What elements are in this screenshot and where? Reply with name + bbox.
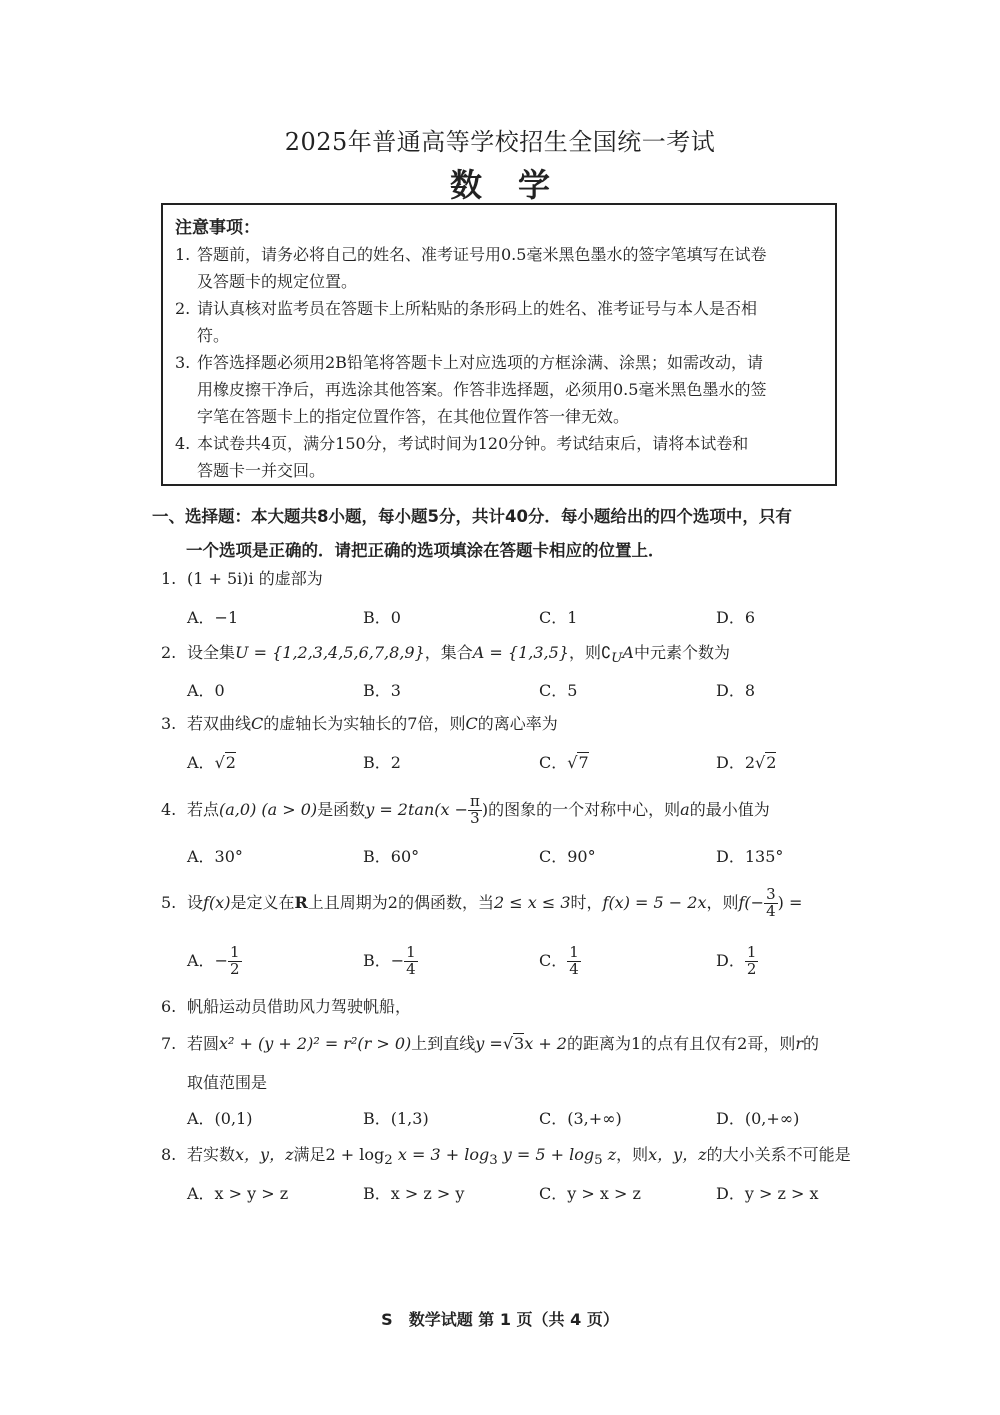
q2-option-c: C．5 <box>539 681 578 700</box>
notice-item-number: 4. <box>175 434 191 453</box>
question-math: x + 2 <box>524 1034 567 1053</box>
fraction-denominator: 2 <box>229 959 240 978</box>
option-value: 7 <box>578 753 589 772</box>
exam-subject: 数学 <box>449 166 586 204</box>
question-math: x，y，z <box>648 1145 707 1164</box>
question-math: 3 <box>514 1034 525 1053</box>
question-math: C <box>465 714 478 733</box>
section-line-1: 一、选择题：本大题共8小题，每小题5分，共计40分．每小题给出的四个选项中，只有 <box>152 507 792 526</box>
question-text: 的最小值为 <box>689 799 770 819</box>
q4-option-b: B．60° <box>363 847 420 866</box>
option-label: D． <box>716 950 745 970</box>
question-math: y = <box>475 1034 503 1053</box>
question-number: 1. <box>161 569 177 588</box>
option-label: A． <box>187 950 215 970</box>
notice-line: 本试卷共4页，满分150分，考试时间为120分钟。考试结束后，请将本试卷和 <box>197 434 749 453</box>
q4-option-d: D．135° <box>716 847 784 866</box>
option-coefficient: 2 <box>744 753 756 772</box>
notice-item-4 <box>175 430 823 484</box>
option-label: C． <box>539 950 568 970</box>
notice-item-number: 2. <box>175 299 191 318</box>
sqrt-icon: √ <box>502 1034 514 1053</box>
question-math: r <box>795 1034 804 1053</box>
question-math: C <box>251 714 264 733</box>
question-math: ) <box>481 799 489 819</box>
q3-option-b: B．2 <box>363 753 401 772</box>
question-5 <box>161 887 861 920</box>
question-text: 的虚部为 <box>253 569 323 588</box>
option-sign: − <box>390 950 405 970</box>
notice-line: 及答题卡的规定位置。 <box>197 272 358 291</box>
q8-option-d: D．y > z > x <box>716 1184 819 1203</box>
question-text: ，集合 <box>424 643 473 662</box>
notice-item-number: 1. <box>175 245 191 264</box>
question-math: a <box>680 799 690 819</box>
notice-line: 字笔在答题卡上的指定位置作答，在其他位置作答一律无效。 <box>197 407 630 426</box>
q3-option-a <box>187 751 236 775</box>
fraction-denominator: 4 <box>406 959 416 978</box>
log-base: 2 <box>384 1153 393 1169</box>
sqrt-icon: √ <box>755 753 766 772</box>
question-4 <box>161 794 861 827</box>
fraction <box>764 887 778 920</box>
question-text: 的 <box>803 1034 820 1053</box>
option-value: 2 <box>766 753 777 772</box>
q2-option-b: B．3 <box>363 681 401 700</box>
q2-option-d: D．8 <box>716 681 756 700</box>
question-number: 5. <box>161 892 177 912</box>
notice-line: 符。 <box>197 326 230 345</box>
log-base: 5 <box>594 1153 603 1169</box>
question-number: 2. <box>161 643 177 662</box>
question-text: 中元素个数为 <box>633 643 730 662</box>
q8-option-b: B．x > z > y <box>363 1184 465 1203</box>
q8-option-c: C．y > x > z <box>539 1184 641 1203</box>
question-text: 是函数 <box>317 799 366 819</box>
question-math: ) = <box>777 892 803 912</box>
fraction-denominator: 4 <box>569 959 579 978</box>
question-number: 3. <box>161 714 177 733</box>
question-text: 的虚轴长为实轴长的7倍，则 <box>263 714 466 733</box>
question-math: A <box>622 643 634 662</box>
question-text: 是定义在 <box>230 892 295 912</box>
question-number: 6. <box>161 997 177 1016</box>
question-math: y = 5 + log <box>497 1145 595 1164</box>
q1-option-c: C．1 <box>539 608 578 627</box>
fraction-denominator: 3 <box>470 808 480 827</box>
option-value: 2 <box>225 753 236 772</box>
question-text: 若点 <box>187 799 220 819</box>
fraction-numerator: 1 <box>229 943 240 961</box>
notice-item-2 <box>175 295 823 349</box>
q7-option-c: C．(3,+∞) <box>539 1109 622 1128</box>
q4-option-a: A．30° <box>187 847 243 866</box>
question-text: ，则 <box>568 643 601 662</box>
question-text: 上且周期为2的偶函数，当 <box>307 892 494 912</box>
notice-line: 答题前，请务必将自己的姓名、准考证号用0.5毫米黑色墨水的签字笔填写在试卷 <box>197 245 767 264</box>
question-text: 时， <box>570 892 603 912</box>
q5-option-b <box>363 945 418 978</box>
question-math: 2 + log <box>325 1145 385 1164</box>
question-math: R <box>294 892 308 912</box>
question-text: 的离心率为 <box>477 714 558 733</box>
section-line-2: 一个选项是正确的．请把正确的选项填涂在答题卡相应的位置上． <box>186 541 665 560</box>
question-1 <box>161 567 861 591</box>
q7-option-d: D．(0,+∞) <box>716 1109 800 1128</box>
notice-item-3 <box>175 349 823 430</box>
q1-option-b: B．0 <box>363 608 401 627</box>
q3-option-c <box>539 751 589 775</box>
fraction-denominator: 4 <box>766 901 776 920</box>
question-8 <box>161 1143 861 1173</box>
question-math: x，y，z <box>235 1145 294 1164</box>
question-math: f(− <box>738 892 765 912</box>
q2-option-a: A．0 <box>187 681 225 700</box>
question-math: 2 ≤ x ≤ 3 <box>493 892 571 912</box>
sqrt-icon: √ <box>214 753 225 772</box>
q7-option-b: B．(1,3) <box>363 1109 429 1128</box>
q1-option-d: D．6 <box>716 608 756 627</box>
exam-title: 2025年普通高等学校招生全国统一考试 <box>284 128 716 156</box>
question-math: U <box>611 651 623 667</box>
notice-title: 注意事项： <box>175 218 260 238</box>
q5-option-d <box>716 945 758 978</box>
question-text: 上到直线 <box>411 1034 476 1053</box>
notice-line: 用橡皮擦干净后，再选涂其他答案。作答非选择题，必须用0.5毫米黑色墨水的签 <box>197 380 767 399</box>
notice-item-number: 3. <box>175 353 191 372</box>
question-math: f(x) <box>203 892 231 912</box>
question-math: x = 3 + log <box>392 1145 490 1164</box>
sqrt-icon: √ <box>567 753 578 772</box>
fraction <box>228 945 242 978</box>
q8-option-a: A．x > y > z <box>187 1184 289 1203</box>
question-3 <box>161 712 861 736</box>
notice-line: 答题卡一并交回。 <box>197 461 326 480</box>
notice-line: 请认真核对监考员在答题卡上所粘贴的条形码上的姓名、准考证号与本人是否相 <box>197 299 758 318</box>
question-math: (1 + 5i)i <box>187 569 254 588</box>
complement-symbol: ∁ <box>600 643 612 662</box>
question-math: z <box>602 1145 617 1164</box>
q5-option-a <box>187 945 242 978</box>
option-sign: − <box>214 950 228 970</box>
question-2 <box>161 641 861 671</box>
fraction <box>745 945 759 978</box>
fraction-numerator: 1 <box>406 943 416 961</box>
log-base: 3 <box>489 1153 498 1169</box>
question-math: y = 2tan(x − <box>365 799 469 819</box>
question-text: 的大小关系不可能是 <box>706 1145 851 1164</box>
fraction <box>404 945 418 978</box>
notice-line: 作答选择题必须用2B铅笔将答题卡上对应选项的方框涂满、涂黑；如需改动，请 <box>197 353 763 372</box>
question-text: 帆船运动员借助风力驾驶帆船， <box>187 997 412 1016</box>
option-label: B． <box>363 950 391 970</box>
question-math: (a,0) (a > 0) <box>219 799 318 819</box>
fraction <box>567 945 581 978</box>
option-label: D． <box>716 753 745 772</box>
question-math: A = {1,3,5} <box>472 643 569 662</box>
q7-option-a: A．(0,1) <box>187 1109 253 1128</box>
fraction-numerator: 1 <box>569 943 579 961</box>
question-text: ，则 <box>706 892 739 912</box>
page-footer: S 数学试题 第 1 页（共 4 页） <box>381 1310 619 1329</box>
question-number: 4. <box>161 799 177 819</box>
fraction-numerator: π <box>470 792 480 810</box>
question-text: 设全集 <box>187 643 236 662</box>
fraction <box>468 794 482 827</box>
question-text: 满足 <box>293 1145 326 1164</box>
question-text: 若圆 <box>187 1034 220 1053</box>
q4-option-c: C．90° <box>539 847 596 866</box>
fraction-denominator: 2 <box>746 959 757 978</box>
question-7 <box>161 1032 861 1056</box>
question-text: 若实数 <box>187 1145 236 1164</box>
section-heading <box>152 500 852 568</box>
question-text: 设 <box>187 892 204 912</box>
question-text: 若双曲线 <box>187 714 252 733</box>
option-label: A． <box>187 753 215 772</box>
question-text: 的图象的一个对称中心，则 <box>488 799 681 819</box>
question-math: x² + (y + 2)² = r²(r > 0) <box>219 1034 412 1053</box>
fraction-numerator: 3 <box>766 885 776 903</box>
question-6 <box>161 995 861 1019</box>
q5-option-c <box>539 945 581 978</box>
question-number: 8. <box>161 1145 177 1164</box>
notice-box <box>161 203 837 486</box>
fraction-numerator: 1 <box>746 943 757 961</box>
question-text: ，则 <box>616 1145 649 1164</box>
question-7-line-2: 取值范围是 <box>187 1073 268 1092</box>
question-math: f(x) = 5 − 2x <box>602 892 707 912</box>
question-text: 的距离为1的点有且仅有2哥，则 <box>566 1034 796 1053</box>
q1-option-a: A．−1 <box>187 608 239 627</box>
question-number: 7. <box>161 1034 177 1053</box>
q3-option-d <box>716 751 776 775</box>
option-label: C． <box>539 753 568 772</box>
notice-item-1 <box>175 241 823 295</box>
question-math: U = {1,2,3,4,5,6,7,8,9} <box>235 643 425 662</box>
